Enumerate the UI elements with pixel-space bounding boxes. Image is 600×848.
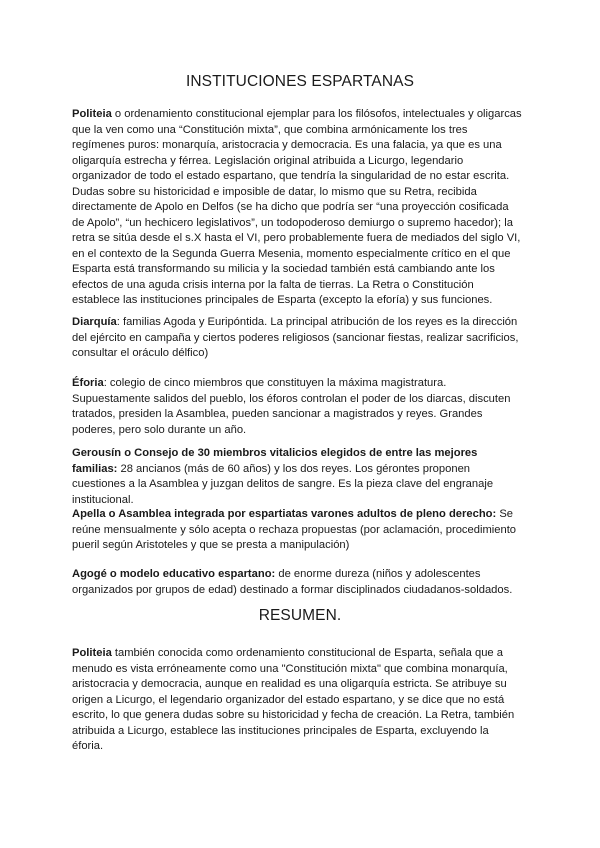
section-gerousia <box>72 446 522 508</box>
section-term: Politeia <box>72 108 112 120</box>
section-agoge <box>72 567 522 598</box>
section-diarquia <box>72 315 522 362</box>
section-term: Agogé o modelo educativo espartano: <box>72 568 276 580</box>
section-apella <box>72 507 522 554</box>
section-text: : familias Agoda y Euripóntida. La principal atribución de los reyes es la dirección del ejército en campaña y ciertos poderes religiosos (sancionar fiestas, realizar sacrificios, consultar el oráculo délfico) <box>72 316 519 359</box>
summary-term: Politeia <box>72 647 112 659</box>
section-text: o ordenamiento constitucional ejemplar para los filósofos, intelectuales y oligarcas que la ven como una “Constitución mixta”, que combina armónicamente los tres regímenes puros: monarquía, aristocracia y democracia. Es una falacia, ya que es una oligarquía estrecha y férrea. Legislación original atribuida a Licurgo, legendario organizador de todo el estado espartano, que tendría la singularidad de no estar escrita. Dudas sobre su historicidad e imposible de datar, lo mismo que su Retra, recibida directamente de Apolo en Delfos (se ha dicho que podría ser “una proyección cosificada de Apolo”, “un hechicero legislativos”, un todopoderoso demiurgo o supremo hacedor); la retra se sitúa desde el s.X hasta el VI, pero probablemente fuera de mediados del siglo VI, en el contexto de la Segunda Guerra Mesenia, momento especialmente crítico en el que Esparta está transformando su milicia y la sociedad también está cambiando ante los efectos de una aguda crisis interna por la falta de tierras. La Retra o Constitución establece las instituciones principales de Esparta (excepto la eforía) y sus funciones. <box>72 108 522 306</box>
section-text: 28 ancianos (más de 60 años) y los dos reyes. Los gérontes proponen cuestiones a la Asamblea y juzgan delitos de sangre. Es la pieza clave del engranaje institucional. <box>72 462 494 506</box>
page-title: INSTITUCIONES ESPARTANAS <box>185 73 415 90</box>
section-politeia <box>72 107 522 309</box>
summary-title: RESUMEN. <box>258 607 342 624</box>
section-term: Gerousín o Consejo de 30 miembros vitalicios elegidos de entre las mejores familias: <box>72 447 478 475</box>
section-term: Apella o Asamblea integrada por espartiatas varones adultos de pleno derecho: <box>72 508 497 520</box>
section-text: : colegio de cinco miembros que constituyen la máxima magistratura. Supuestamente salidos del pueblo, los éforos controlan el poder de los diarcas, discuten tratados, presiden la Asamblea, pueden sancionar a magistrados y reyes. Grandes poderes, pero solo durante un año. <box>72 377 511 436</box>
section-text: de enorme dureza (niños y adolescentes organizados por grupos de edad) destinado a formar disciplinados ciudadanos-soldados. <box>72 568 513 596</box>
section-text: Se reúne mensualmente y sólo acepta o rechaza propuestas (por aclamación, procedimiento pueril según Aristoteles y que se presta a manipulación) <box>72 508 517 551</box>
summary-text: también conocida como ordenamiento constitucional de Esparta, señala que a menudo es vista erróneamente como una "Constitución mixta" que combina monarquía, aristocracia y democracia, aunque en realidad es una oligarquía estricta. Se atribuye su origen a Licurgo, el legendario organizador del estado espartano, y se dice que no está escrito, lo que genera dudas sobre su historicidad y fecha de creación. La Retra, también atribuida a Licurgo, establece las instituciones principales de Esparta, excluyendo la éforia. <box>72 647 515 752</box>
summary-paragraph <box>72 646 522 755</box>
section-term: Diarquía <box>72 316 117 328</box>
section-term: Éforia <box>72 377 104 389</box>
section-eforia <box>72 376 522 438</box>
